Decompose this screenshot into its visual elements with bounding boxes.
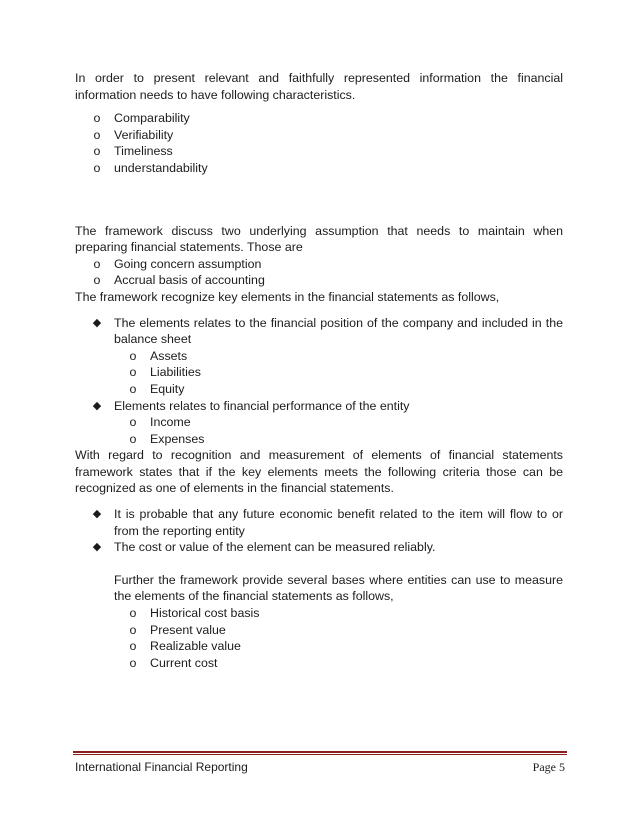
footer-rule-thin [73,754,567,755]
assumption-paragraph: The framework discuss two underlying assumption that needs to maintain when preparing financial statements. Those are [75,223,563,255]
list-item: o Accrual basis of accounting [75,272,563,289]
list-item: o Equity [75,381,563,398]
assumptions-list [75,256,563,289]
list-item: ◆ It is probable that any future economic benefit related to the item will flow to or from the reporting entity [92,507,563,538]
hollow-bullet-icon: o [93,273,101,288]
hollow-bullet-icon: o [93,256,101,271]
hollow-bullet-icon: o [129,655,137,670]
diamond-bullet-icon: ◆ [92,399,102,412]
list-item: ◆ Elements relates to financial performance of the entity o Income o Expenses [75,398,563,448]
characteristics-list [75,110,563,176]
hollow-bullet-icon: o [93,160,101,175]
diamond-bullet-icon: ◆ [92,316,102,329]
sub-list [75,414,563,447]
list-item: o Liabilities [75,364,563,381]
hollow-bullet-icon: o [129,365,137,380]
list-item: o Assets [75,348,563,365]
list-item: o Current cost [75,655,563,672]
footer-rule [73,751,567,753]
hollow-bullet-icon: o [129,622,137,637]
list-item: o Timeliness [75,143,563,160]
sub-list [75,348,563,398]
bases-list [75,605,563,671]
intro-paragraph: In order to present relevant and faithfully represented information the financial information needs to have following characteristics. [75,71,563,102]
page-number: Page 5 [532,760,565,774]
hollow-bullet-icon: o [129,639,137,654]
list-item: ◆ The cost or value of the element can be measured reliably. [92,540,436,555]
hollow-bullet-icon: o [129,415,137,430]
hollow-bullet-icon: o [93,127,101,142]
elements-intro: The framework recognize key elements in the financial statements as follows, [75,289,500,304]
list-item: ◆ The elements relates to the financial position of the company and included in the balance sheet o Assets o Liabilities o Equity [75,315,563,398]
criteria-list [75,506,563,556]
list-item: o Income [75,414,563,431]
hollow-bullet-icon: o [129,381,137,396]
hollow-bullet-icon: o [129,431,137,446]
recognition-paragraph: With regard to recognition and measurement of elements of financial statements framework states that if the key elements meets the following criteria those can be recognized as one of elements in the financial statements. [75,448,563,496]
list-item: o Comparability [75,110,563,127]
diamond-bullet-icon: ◆ [92,541,102,554]
hollow-bullet-icon: o [129,348,137,363]
hollow-bullet-icon: o [93,144,101,159]
list-item: o Verifiability [75,127,563,144]
hollow-bullet-icon: o [93,111,101,126]
list-item: o Realizable value [75,638,563,655]
list-item: o Expenses [75,431,563,448]
diamond-bullet-icon: ◆ [92,508,102,521]
footer-title: International Financial Reporting [75,760,248,774]
list-item: o understandability [75,160,563,177]
list-item: o Historical cost basis [75,605,563,622]
elements-list [75,315,563,448]
list-item: o Going concern assumption [75,256,563,273]
hollow-bullet-icon: o [129,606,137,621]
list-item: o Present value [75,622,563,639]
bases-paragraph: Further the framework provide several bases where entities can use to measure the elements of the financial statements as follows, [114,572,563,604]
page-content [75,70,563,671]
